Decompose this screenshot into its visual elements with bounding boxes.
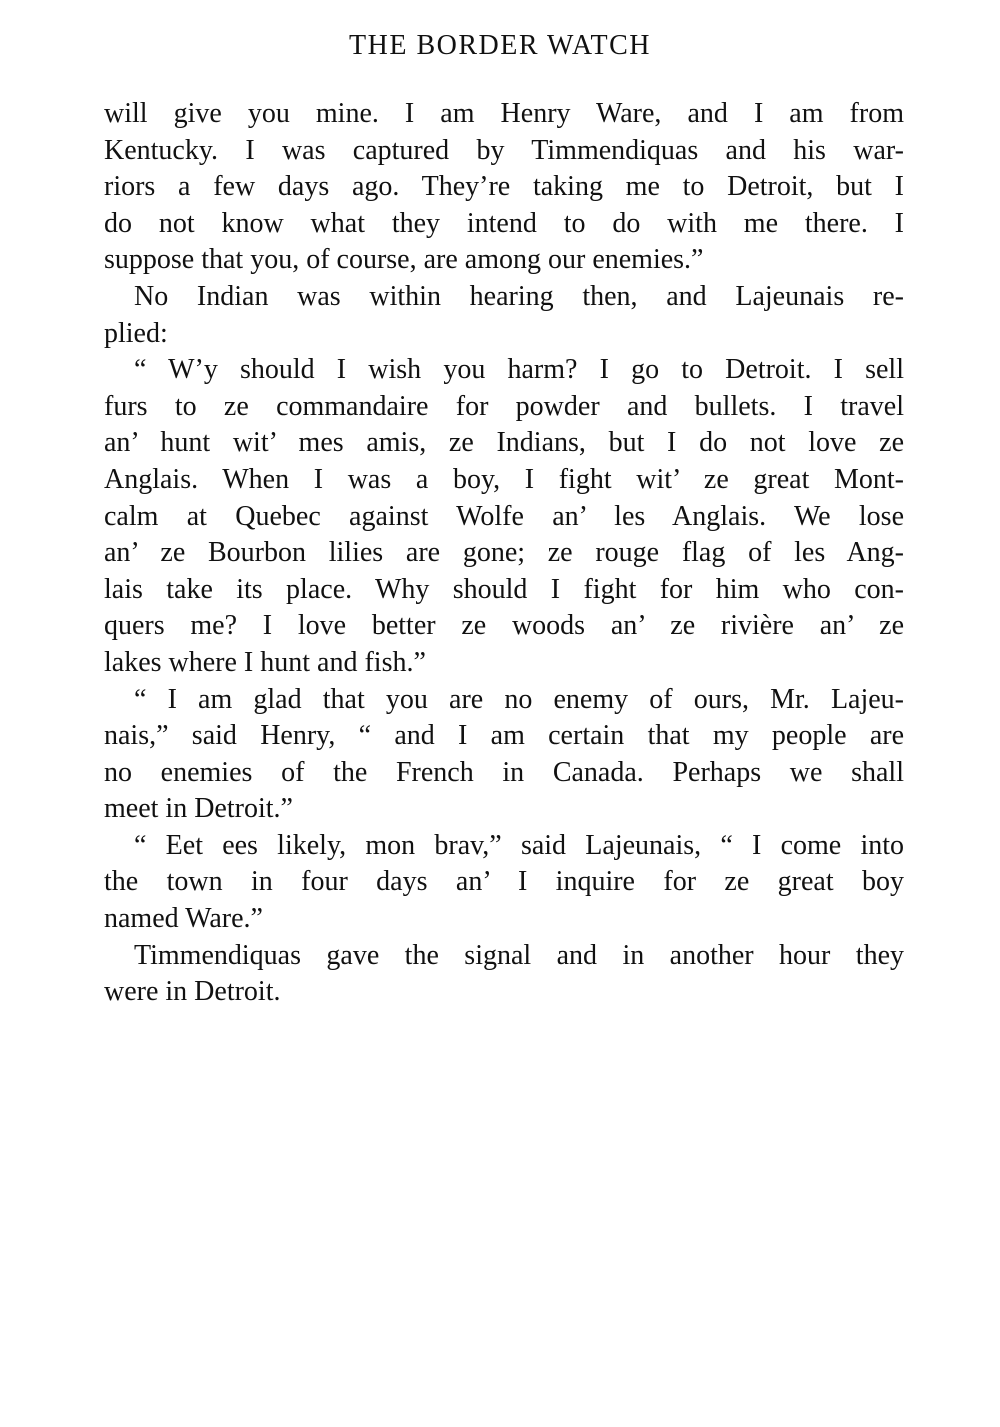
text-line: lakes where I hunt and fish.” <box>104 646 426 678</box>
text-line: were in Detroit. <box>104 976 281 1008</box>
running-head: THE BORDER WATCH <box>349 30 651 61</box>
text-line: Kentucky. I was captured by Timmendiquas and his war- <box>104 134 904 166</box>
text-line: no enemies of the French in Canada. Perhaps we shall <box>104 756 904 788</box>
page-body <box>104 96 904 1011</box>
text-line: named Ware.” <box>104 903 263 935</box>
text-line: lais take its place. Why should I fight for him who con- <box>104 573 904 605</box>
text-line: “ W’y should I wish you harm? I go to Detroit. I sell <box>134 354 904 386</box>
text-line: furs to ze commandaire for powder and bullets. I travel <box>104 390 904 422</box>
text-line: quers me? I love better ze woods an’ ze rivière an’ ze <box>104 610 904 642</box>
text-line: an’ ze Bourbon lilies are gone; ze rouge flag of les Ang- <box>104 537 904 569</box>
text-line: do not know what they intend to do with me there. I <box>104 207 904 239</box>
text-line: nais,” said Henry, “ and I am certain that my people are <box>104 720 904 752</box>
text-line: riors a few days ago. They’re taking me to Detroit, but I <box>104 171 904 203</box>
text-line: Anglais. When I was a boy, I fight wit’ ze great Mont- <box>104 463 904 495</box>
text-line: No Indian was within hearing then, and Lajeunais re- <box>134 280 904 312</box>
text-line: “ Eet ees likely, mon brav,” said Lajeunais, “ I come into <box>134 829 904 861</box>
text-line: the town in four days an’ I inquire for ze great boy <box>104 866 904 898</box>
text-line: will give you mine. I am Henry Ware, and I am from <box>104 98 904 129</box>
text-line: Timmendiquas gave the signal and in another hour they <box>134 939 904 971</box>
text-line: “ I am glad that you are no enemy of ours, Mr. Lajeu- <box>134 683 904 715</box>
text-line: meet in Detroit.” <box>104 793 293 825</box>
text-line: an’ hunt wit’ mes amis, ze Indians, but I do not love ze <box>104 427 904 459</box>
text-line: calm at Quebec against Wolfe an’ les Anglais. We lose <box>104 500 904 532</box>
text-line: suppose that you, of course, are among our enemies.” <box>104 244 704 276</box>
text-line: plied: <box>104 317 168 349</box>
